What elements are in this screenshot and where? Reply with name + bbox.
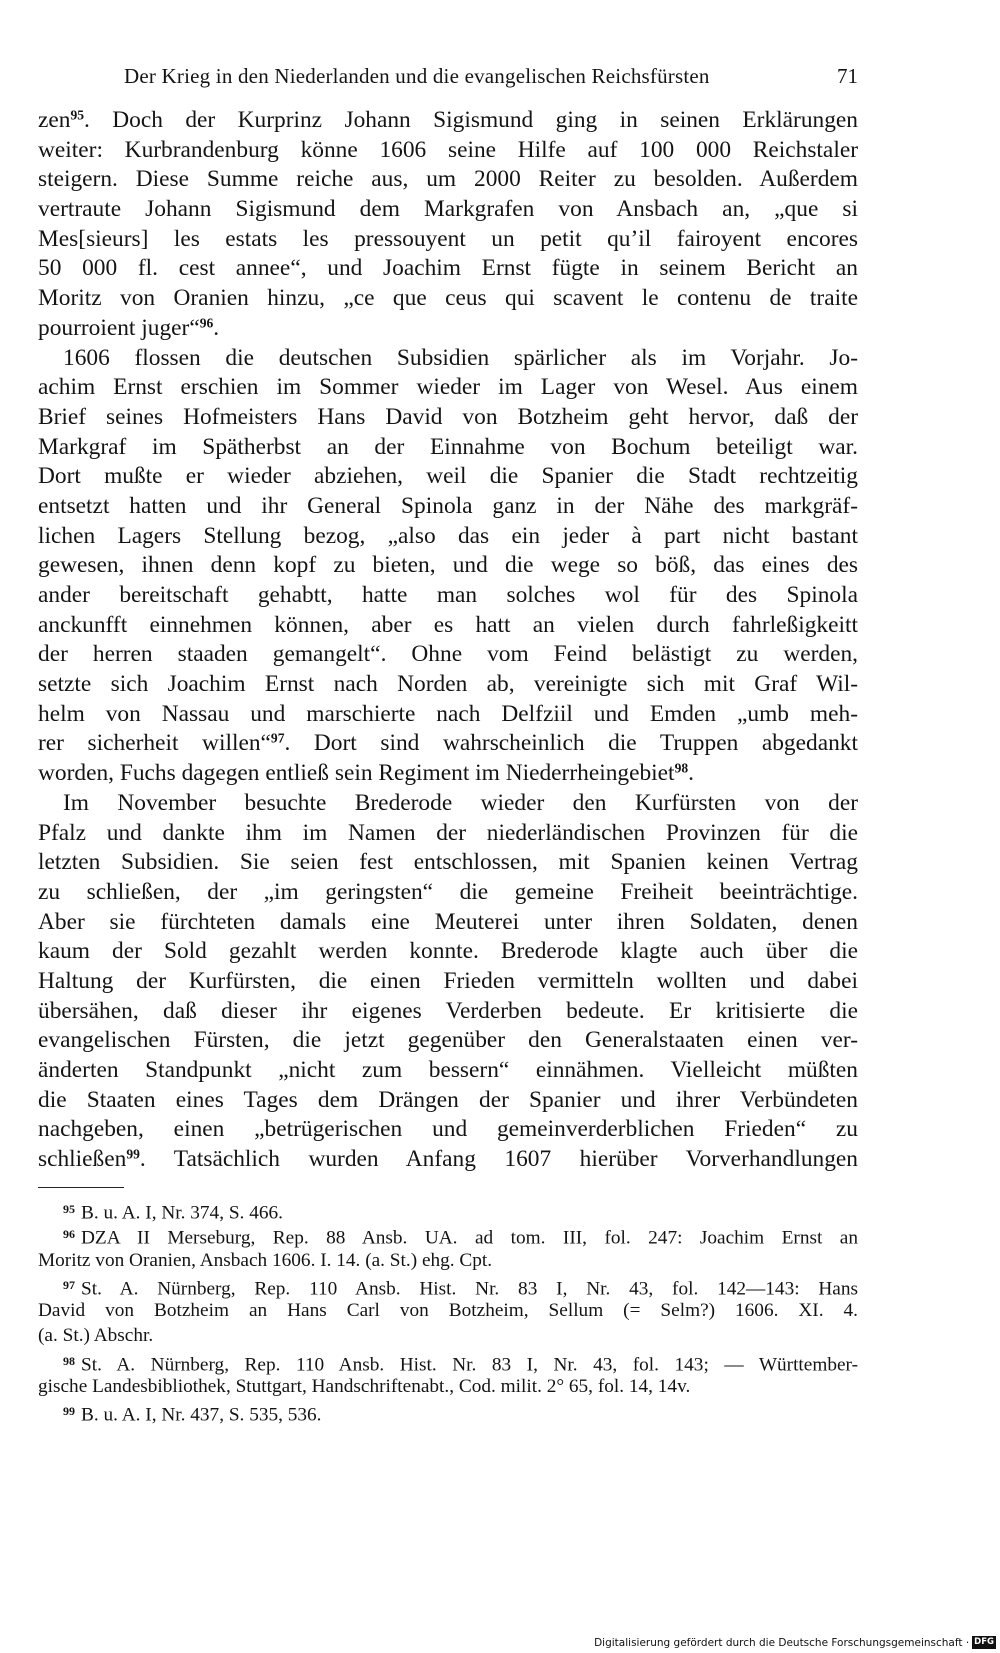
footnote-line: $^{98}$ St. A. Nürnberg, Rep. 110 Ansb. Hist. Nr. 83 I, Nr. 43, fol. 143; — Württember- — [63, 1353, 858, 1376]
text-line: Markgraf im Spätherbst an der Einnahme von Bochum beteiligt war. — [38, 433, 858, 460]
footnote-line: gische Landesbibliothek, Stuttgart, Handschriftenabt., Cod. milit. 2° 65, fol. 14, 14v. — [38, 1376, 691, 1398]
footnote-line: David von Botzheim an Hans Carl von Botzheim, Sellum (= Selm?) 1606. XI. 4. — [38, 1300, 858, 1322]
text-line: Aber sie fürchteten damals eine Meuterei unter ihren Soldaten, denen — [38, 908, 858, 935]
text-line: ander bereitschaft gehabtt, hatte man solches wol für des Spinola — [38, 582, 858, 608]
text-line: Haltung der Kurfürsten, die einen Frieden vermitteln wollten und dabei — [38, 967, 858, 994]
credit-text: Digitalisierung gefördert durch die Deutsche Forschungsgemeinschaft · — [594, 1636, 970, 1649]
dfg-logo: DFG — [974, 1637, 994, 1647]
footnote-line: $^{96}$ DZA II Merseburg, Rep. 88 Ansb. UA. ad tom. III, fol. 247: Joachim Ernst an — [63, 1227, 858, 1249]
footnote-number: 95 — [63, 1202, 75, 1216]
text-line: die Staaten eines Tages dem Drängen der Spanier und ihrer Verbündeten — [38, 1086, 858, 1113]
text-line: Brief seines Hofmeisters Hans David von Botzheim geht hervor, daß der — [38, 403, 858, 430]
text-line: zu schließen, der „im geringsten“ die gemeine Freiheit beeinträchtige. — [38, 878, 858, 905]
text-line: zen$^{95}$. Doch der Kurprinz Johann Sigismund ging in seinen Erklärungen — [38, 107, 858, 133]
footnote-rule — [38, 1187, 124, 1188]
footnote-ref: 99 — [126, 1146, 140, 1162]
footnote-number: 96 — [63, 1227, 75, 1242]
text-line: evangelischen Fürsten, die jetzt gegenüber den Generalstaaten einen ver- — [38, 1027, 858, 1054]
footnote-line: $^{97}$ St. A. Nürnberg, Rep. 110 Ansb. Hist. Nr. 83 I, Nr. 43, fol. 142—143: Hans — [63, 1277, 858, 1300]
text-line: 50 000 fl. cest annee“, und Joachim Ernst fügte in seinem Bericht an — [38, 255, 858, 282]
text-line: achim Ernst erschien im Sommer wieder im Lager von Wesel. Aus einem — [38, 374, 858, 401]
footnote-number: 99 — [63, 1404, 75, 1419]
text-line: änderten Standpunkt „nicht zum bessern“ einnähmen. Vielleicht müßten — [38, 1057, 858, 1083]
text-line: Moritz von Oranien hinzu, „ce que ceus qui scavent le contenu de traite — [38, 285, 858, 312]
text-line: setzte sich Joachim Ernst nach Norden ab, vereinigte sich mit Graf Wil- — [38, 671, 858, 698]
footnote-line: (a. St.) Abschr. — [38, 1325, 154, 1347]
text-line: pourroient juger“$^{96}$. — [38, 314, 220, 341]
text-line: Im November besuchte Brederode wieder den Kurfürsten von der — [63, 789, 858, 816]
text-line: gewesen, ihnen denn kopf zu bieten, und die wege so böß, das eines des — [38, 552, 858, 579]
footnote-line: $^{99}$ B. u. A. I, Nr. 437, S. 535, 536. — [63, 1404, 322, 1426]
page-number: 71 — [837, 64, 858, 88]
footnotes — [38, 1197, 858, 1425]
footnote-ref: 98 — [674, 760, 689, 776]
body-text — [38, 106, 858, 1175]
text-line: letzten Subsidien. Sie seien fest entschlossen, mit Spanien keinen Vertrag — [38, 849, 858, 876]
footnote-line: $^{95}$ B. u. A. I, Nr. 374, S. 466. — [63, 1202, 283, 1224]
running-title: Der Krieg in den Niederlanden und die evangelischen Reichsfürsten — [124, 64, 710, 88]
text-line: lichen Lagers Stellung bezog, „also das ein jeder à part nicht bastant — [38, 522, 858, 549]
text-line: kaum der Sold gezahlt werden konnte. Brederode klagte auch über die — [38, 938, 858, 965]
digitization-credit — [594, 1636, 996, 1649]
text-line: Mes[sieurs] les estats les pressouyent un petit qu’il fairoyent encores — [38, 225, 858, 252]
text-line: vertraute Johann Sigismund dem Markgrafen von Ansbach an, „que si — [38, 196, 858, 223]
text-line: übersähen, daß dieser ihr eigenes Verderben bedeute. Er kritisierte die — [38, 997, 858, 1024]
text-line: schließen$^{99}$. Tatsächlich wurden Anfang 1607 hierüber Vorverhandlungen — [38, 1146, 858, 1173]
text-line: Dort mußte er wieder abziehen, weil die Spanier die Stadt rechtzeitig — [38, 463, 858, 490]
text-line: anckunfft einnehmen können, aber es hatt an vielen durch fahrleßigkeitt — [38, 611, 858, 638]
text-line: helm von Nassau und marschierte nach Delfziil und Emden „umb meh- — [38, 700, 858, 727]
footnote-ref: 97 — [270, 730, 285, 746]
footnote-number: 98 — [63, 1353, 75, 1368]
text-line: nachgeben, einen „betrügerischen und gemeinverderblichen Frieden“ zu — [38, 1116, 858, 1143]
text-line: steigern. Diese Summe reiche aus, um 2000 Reiter zu besolden. Außerdem — [38, 166, 858, 193]
text-line: Pfalz und dankte ihm im Namen der niederländischen Provinzen für die — [38, 819, 858, 846]
text-line: entsetzt hatten und ihr General Spinola ganz in der Nähe des markgräf- — [38, 492, 858, 519]
text-line: rer sicherheit willen“$^{97}$. Dort sind wahrscheinlich die Truppen abgedankt — [38, 730, 858, 757]
text-line: worden, Fuchs dagegen entließ sein Regiment im Niederrheingebiet$^{98}$. — [38, 760, 694, 787]
footnote-ref: 96 — [199, 315, 214, 331]
text-line: 1606 flossen die deutschen Subsidien spärlicher als im Vorjahr. Jo- — [63, 344, 858, 371]
text-line: der herren staaden gemangelt“. Ohne vom Feind belästigt zu werden, — [38, 641, 858, 668]
text-line: weiter: Kurbrandenburg könne 1606 seine Hilfe auf 100 000 Reichstaler — [38, 136, 858, 163]
footnote-line: Moritz von Oranien, Ansbach 1606. I. 14. (a. St.) ehg. Cpt. — [38, 1249, 493, 1271]
footnote-ref: 95 — [70, 107, 85, 123]
footnote-number: 97 — [63, 1277, 75, 1292]
running-head — [124, 64, 858, 94]
